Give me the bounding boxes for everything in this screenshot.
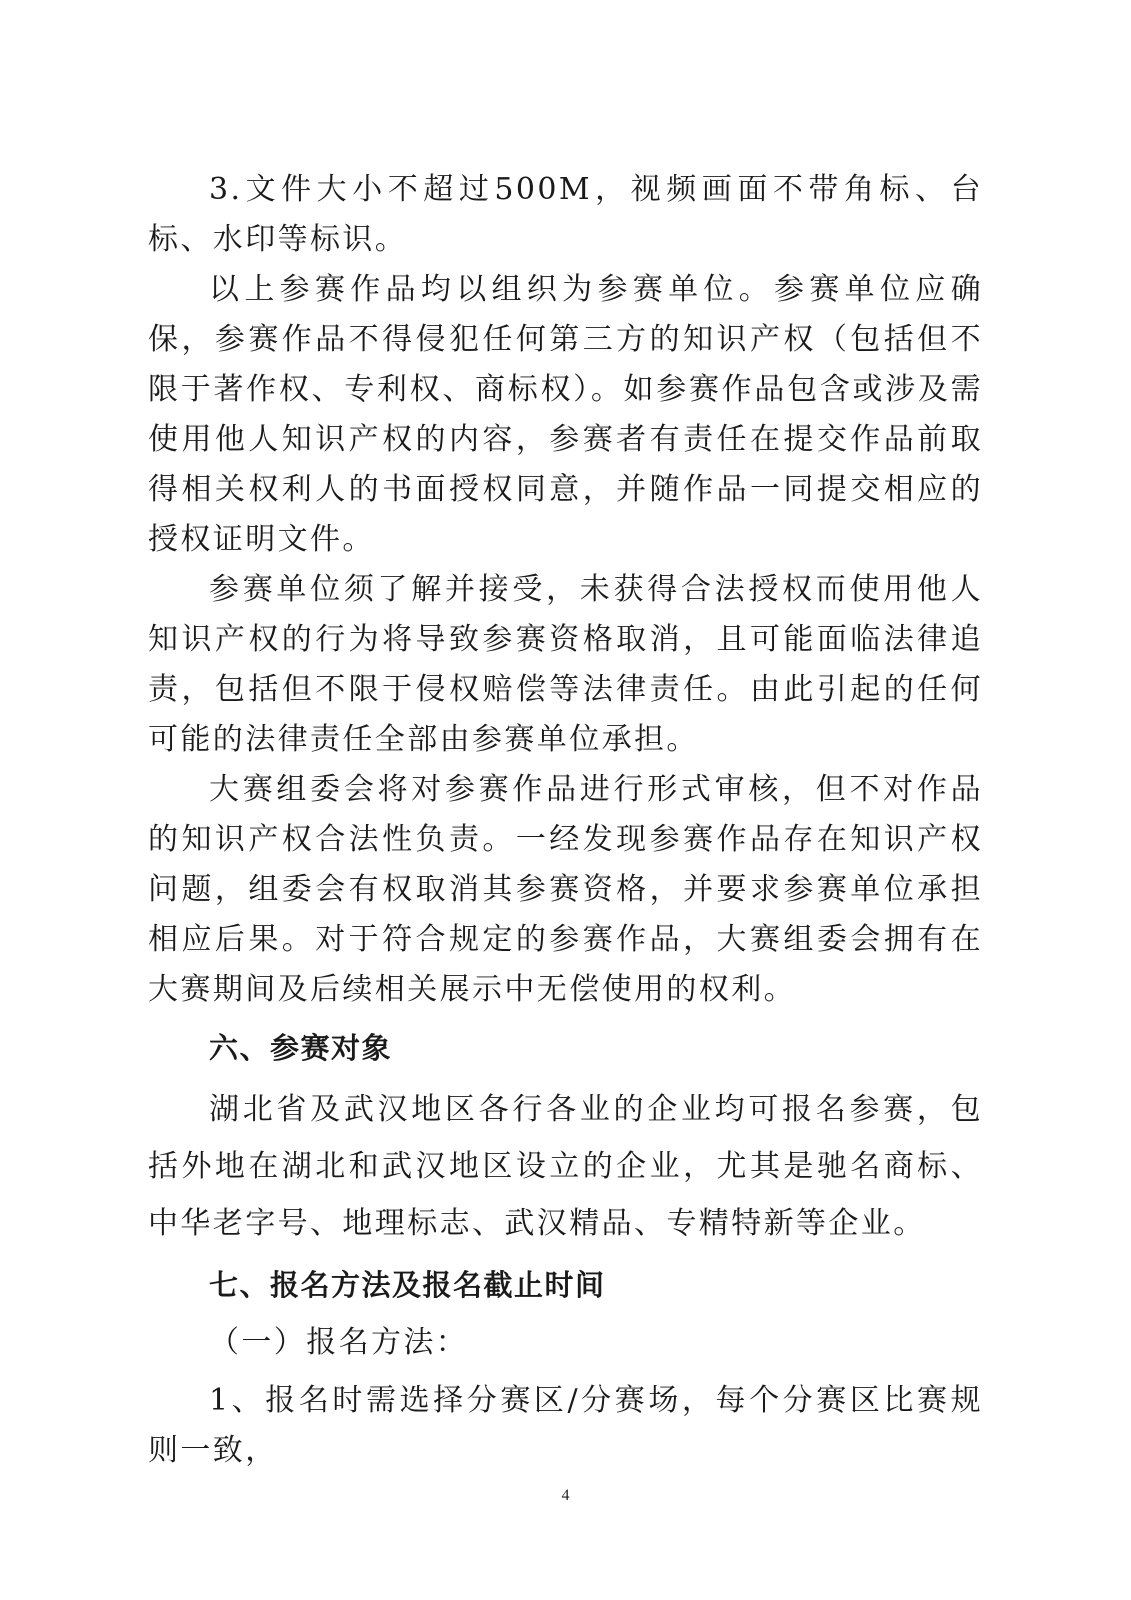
page-number: 4 bbox=[561, 1487, 570, 1504]
section-heading-participants: 六、参赛对象 bbox=[209, 1031, 393, 1065]
paragraph-ip-liability: 参赛单位须了解并接受，未获得合法授权而使用他人知识产权的行为将导致参赛资格取消，且可能面临法律追责，包括但不限于侵权赔偿等法律责任。由此引起的任何可能的法律责任全部由参赛单位承担。 bbox=[148, 572, 983, 757]
section-heading-registration: 七、报名方法及报名截止时间 bbox=[209, 1268, 606, 1302]
list-item-registration-1: 1、报名时需选择分赛区/分赛场，每个分赛区比赛规则一致， bbox=[148, 1383, 983, 1468]
subheading-registration-method: （一）报名方法： bbox=[209, 1325, 469, 1360]
paragraph-ip-assurance: 以上参赛作品均以组织为参赛单位。参赛单位应确保，参赛作品不得侵犯任何第三方的知识产权（包括但不限于著作权、专利权、商标权）。如参赛作品包含或涉及需使用他人知识产权的内容，参赛者有责任在提交作品前取得相关权利人的书面授权同意，并随作品一同提交相应的授权证明文件。 bbox=[148, 272, 983, 557]
paragraph-participants: 湖北省及武汉地区各行各业的企业均可报名参赛，包括外地在湖北和武汉地区设立的企业，尤其是驰名商标、中华老字号、地理标志、武汉精品、专精特新等企业。 bbox=[148, 1092, 983, 1241]
paragraph-file-size: 3.文件大小不超过500M，视频画面不带角标、台标、水印等标识。 bbox=[148, 172, 983, 257]
paragraph-review-rights: 大赛组委会将对参赛作品进行形式审核，但不对作品的知识产权合法性负责。一经发现参赛作品存在知识产权问题，组委会有权取消其参赛资格，并要求参赛单位承担相应后果。对于符合规定的参赛作品，大赛组委会拥有在大赛期间及后续相关展示中无偿使用的权利。 bbox=[148, 772, 983, 1007]
body-text bbox=[148, 165, 983, 1476]
